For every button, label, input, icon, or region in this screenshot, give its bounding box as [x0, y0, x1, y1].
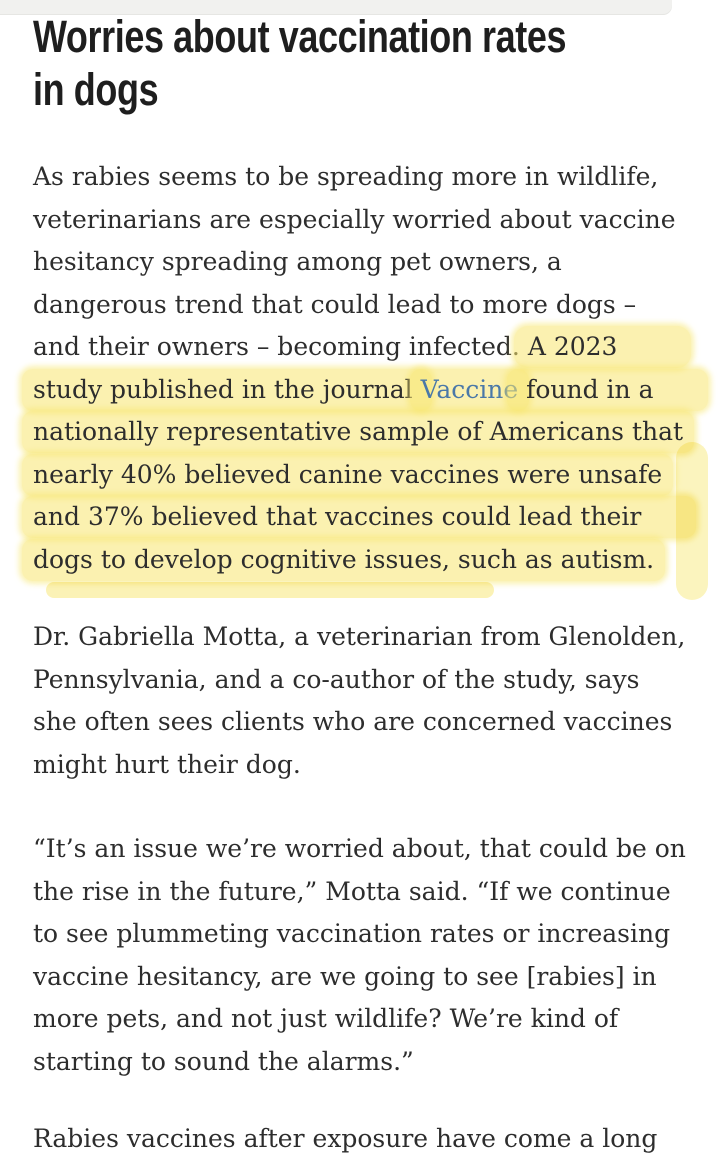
paragraph — [33, 616, 693, 786]
text-line — [33, 744, 693, 787]
article-title-line: in dogs — [33, 64, 159, 115]
article-title — [33, 10, 720, 116]
text-segment: and their owners – becoming infected. — [33, 332, 528, 361]
highlighted-text: study published in the journal — [33, 374, 421, 404]
highlighted-text: found in a — [518, 374, 654, 404]
highlighted-text: A 2023 — [527, 332, 618, 361]
text-line — [33, 828, 693, 871]
text-line — [33, 956, 693, 999]
text-line — [33, 616, 693, 659]
text-segment: starting to sound the alarms.” — [33, 1046, 414, 1076]
text-line — [33, 913, 693, 956]
paragraph — [33, 1118, 693, 1155]
text-segment: Dr. Gabriella Motta, a veterinarian from Glenolden, — [33, 622, 686, 651]
highlighted-text: nearly 40% believed canine vaccines were unsafe — [33, 459, 663, 489]
text-line — [33, 998, 693, 1041]
text-segment: Pennsylvania, and a co-author of the study, says — [33, 664, 640, 694]
text-segment: As rabies seems to be spreading more in wildlife, — [33, 162, 659, 191]
text-line — [33, 1118, 693, 1155]
article-title-line: Worries about vaccination rates — [33, 11, 567, 62]
text-line — [33, 369, 693, 412]
highlighted-text: and 37% believed that vaccines could lead their — [33, 502, 642, 531]
text-line — [33, 241, 693, 284]
text-segment: veterinarians are especially worried about vaccine — [33, 204, 676, 234]
text-segment: to see plummeting vaccination rates or increasing — [33, 919, 671, 948]
paragraph — [33, 828, 693, 1083]
text-segment: might hurt their dog. — [33, 749, 301, 779]
text-line — [33, 284, 693, 327]
text-line — [33, 496, 693, 539]
text-segment: vaccine hesitancy, are we going to see [rabies] in — [33, 961, 657, 991]
text-segment: she often sees clients who are concerned vaccines — [33, 707, 673, 736]
article-body — [33, 156, 693, 1155]
text-line — [33, 701, 693, 744]
vaccine-journal-link[interactable]: Vaccine — [420, 374, 519, 404]
text-line — [33, 659, 693, 702]
text-segment: “It’s an issue we’re worried about, that could be on — [33, 834, 686, 863]
text-line — [33, 199, 693, 242]
text-segment: dangerous trend that could lead to more dogs – — [33, 289, 637, 319]
text-line — [33, 1041, 693, 1084]
highlighted-text: dogs to develop cognitive issues, such as autism. — [33, 544, 655, 574]
text-segment: hesitancy spreading among pet owners, a — [33, 247, 562, 276]
text-segment: more pets, and not just wildlife? We’re kind of — [33, 1004, 619, 1033]
text-line — [33, 454, 693, 497]
paragraph — [33, 156, 693, 581]
text-segment: the rise in the future,” Motta said. “If we continue — [33, 876, 671, 906]
text-segment: Rabies vaccines after exposure have come a long — [33, 1124, 658, 1153]
highlighted-text: nationally representative sample of Americans that — [33, 417, 684, 446]
text-line — [33, 411, 693, 454]
text-line — [33, 539, 693, 582]
text-line — [33, 871, 693, 914]
text-line — [33, 326, 693, 369]
text-line — [33, 156, 693, 199]
